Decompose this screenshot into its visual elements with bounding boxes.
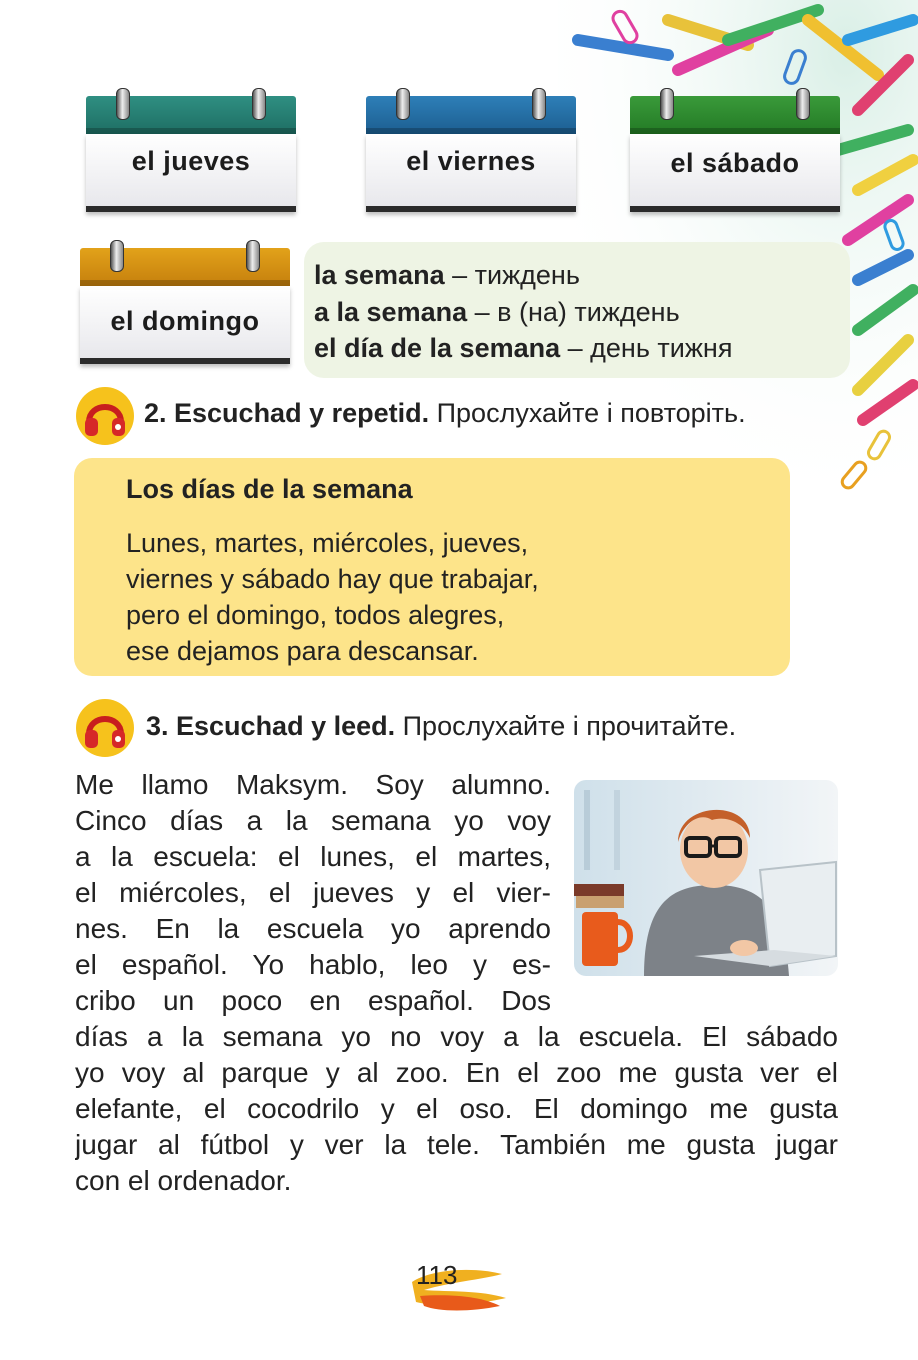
poem-line: ese dejamos para descansar. <box>126 636 479 666</box>
ring-icon <box>252 88 266 120</box>
page-number-text: 113 <box>416 1260 458 1290</box>
calendar-label: el jueves <box>131 146 251 176</box>
reading-line: jugar al fútbol y ver la tele. También me gusta jugar <box>75 1129 838 1160</box>
ring-icon <box>116 88 130 120</box>
poem-line: Lunes, martes, miércoles, jueves, <box>126 528 529 558</box>
vocab-line: la semana – тиждень <box>314 260 580 290</box>
calendar-card-domingo <box>80 240 290 368</box>
reading-line: el miércoles, el jueves y el vier- <box>75 877 551 908</box>
reading-line: yo voy al parque y al zoo. En el zoo me gusta ver el <box>75 1057 838 1088</box>
calendar-label: el viernes <box>406 146 536 176</box>
ring-icon <box>660 88 674 120</box>
calendar-card-sabado <box>630 88 840 216</box>
poem-box <box>74 458 790 676</box>
vocab-line: el día de la semana – день тижня <box>314 333 733 363</box>
ring-icon <box>110 240 124 272</box>
ring-icon <box>396 88 410 120</box>
reading-line: Me llamo Maksym. Soy alumno. <box>75 769 551 800</box>
poem-title: Los días de la semana <box>126 474 413 504</box>
ring-icon <box>246 240 260 272</box>
reading-line: a la escuela: el lunes, el martes, <box>75 841 551 872</box>
headphones-icon[interactable] <box>75 386 135 446</box>
reading-line: con el ordenador. <box>75 1165 292 1196</box>
reading-line: nes. En la escuela yo aprendo <box>75 913 551 944</box>
vocabulary-box <box>304 242 850 378</box>
ring-icon <box>532 88 546 120</box>
task-3-heading: 3. Escuchad y leed. Прослухайте і прочитайте. <box>146 711 737 741</box>
reading-line: elefante, el cocodrilo y el oso. El domingo me gusta <box>75 1093 838 1124</box>
reading-line: Cinco días a la semana yo voy <box>75 805 551 836</box>
calendar-card-viernes <box>366 88 576 216</box>
vocab-line: a la semana – в (на) тиждень <box>314 297 680 327</box>
calendar-label: el sábado <box>670 148 800 178</box>
ring-icon <box>796 88 810 120</box>
poem-line: pero el domingo, todos alegres, <box>126 600 505 630</box>
page-number <box>410 1252 510 1322</box>
boy-laptop-photo <box>574 780 838 976</box>
calendar-card-jueves <box>86 88 296 216</box>
headphones-icon[interactable] <box>75 698 135 758</box>
reading-line: el español. Yo hablo, leo y es- <box>75 949 551 980</box>
poem-line: viernes y sábado hay que trabajar, <box>126 564 539 594</box>
reading-line: cribo un poco en español. Dos <box>75 985 551 1016</box>
reading-line: días a la semana yo no voy a la escuela. El sábado <box>75 1021 838 1052</box>
calendar-label: el domingo <box>110 306 260 336</box>
task-2-heading: 2. Escuchad y repetid. Прослухайте і повторіть. <box>144 398 746 428</box>
